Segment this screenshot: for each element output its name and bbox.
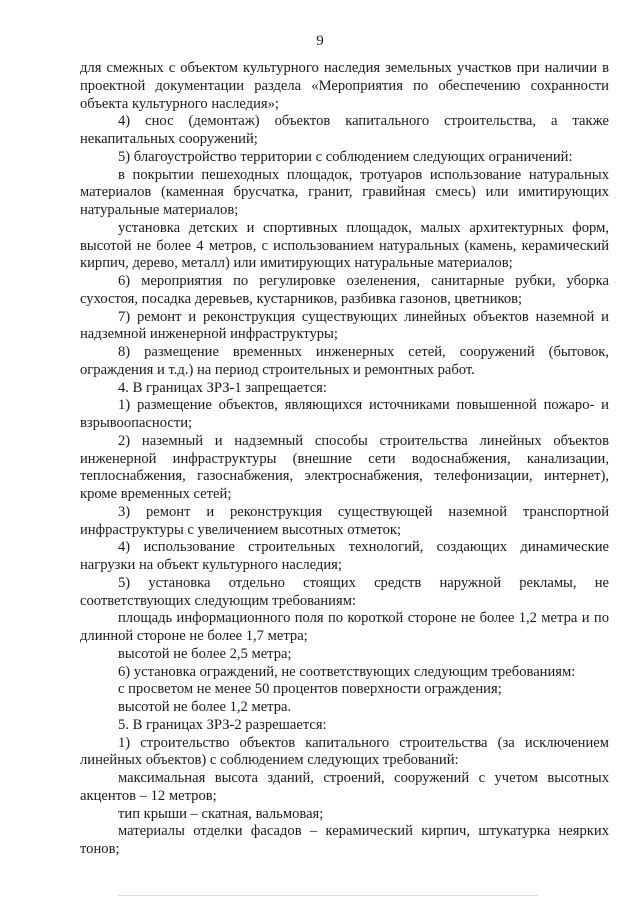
paragraph: 4. В границах ЗРЗ-1 запрещается: (118, 379, 327, 396)
paragraph: площадь информационного поля по короткой стороне не более 1,2 метра и по длинной стороне не более 1,7 метра; (80, 610, 609, 644)
paragraph: для смежных с объектом культурного наследия земельных участков при наличии в проектной документации раздела «Мероприятия по обеспечению сохранности объекта культурного наследия»; (80, 60, 609, 112)
paragraph: 1) строительство объектов капитального строительства (за исключением линейных объектов) с соблюдением следующих требований: (80, 734, 609, 769)
paragraph: с просветом не менее 50 процентов поверхности ограждения; (118, 681, 502, 698)
paragraph: тип крыши – скатная, вальмовая; (118, 805, 324, 822)
paragraph: 1) размещение объектов, являющихся источниками повышенной пожаро- и взрывоопасности; (80, 397, 609, 431)
paragraph: высотой не более 1,2 метра. (118, 699, 292, 715)
paragraph: 6) установка ограждений, не соответствующих следующим требованиям: (118, 663, 576, 680)
paragraph: 6) мероприятия по регулировке озеленения, санитарные рубки, уборка сухостоя, посадка деревьев, кустарников, разбивка газонов, цветников; (80, 273, 609, 307)
scan-edge-line (118, 895, 538, 896)
paragraph: в покрытии пешеходных площадок, тротуаров использование натуральных материалов (каменная брусчатка, гранит, гравийная смесь) или имитирующих натуральные материалов; (80, 166, 609, 218)
paragraph: 5) установка отдельно стоящих средств наружной рекламы, не соответствующих следующим требованиям: (80, 574, 609, 609)
paragraph: материалы отделки фасадов – керамический кирпич, штукатурка неярких тонов; (80, 823, 609, 857)
paragraph: установка детских и спортивных площадок, малых архитектурных форм, высотой не более 4 метров, с использованием натуральных (камень, керамический кирпич, дерево, металл) или имитирующих натуральные материалов; (80, 219, 609, 272)
paragraph: 3) ремонт и реконструкция существующей наземной транспортной инфраструктуры с увеличением высотных отметок; (80, 503, 609, 538)
paragraph: 4) снос (демонтаж) объектов капитального строительства, а также некапитальных сооружений; (80, 113, 609, 147)
paragraph: 5. В границах ЗРЗ-2 разрешается: (118, 716, 327, 733)
paragraph: 5) благоустройство территории с соблюдением следующих ограничений: (118, 148, 573, 165)
paragraph: 7) ремонт и реконструкция существующих линейных объектов наземной и надземной инженерной инфраструктуры; (80, 308, 609, 343)
paragraph: 8) размещение временных инженерных сетей, сооружений (бытовок, ограждения и т.д.) на период строительных и ремонтных работ. (80, 344, 609, 378)
document-body (80, 60, 609, 859)
page-number: 9 (316, 33, 324, 49)
paragraph: максимальная высота зданий, строений, сооружений с учетом высотных акцентов – 12 метров; (80, 770, 609, 804)
paragraph: 2) наземный и надземный способы строительства линейных объектов инженерной инфраструктуры (внешние сети водоснабжения, канализации, теплоснабжения, газоснабжения, электроснабжения, телефонизации, интернет), кроме временных сетей; (80, 432, 609, 502)
paragraph: 4) использование строительных технологий, создающих динамические нагрузки на объект культурного наследия; (80, 539, 609, 573)
paragraph: высотой не более 2,5 метра; (118, 645, 292, 662)
